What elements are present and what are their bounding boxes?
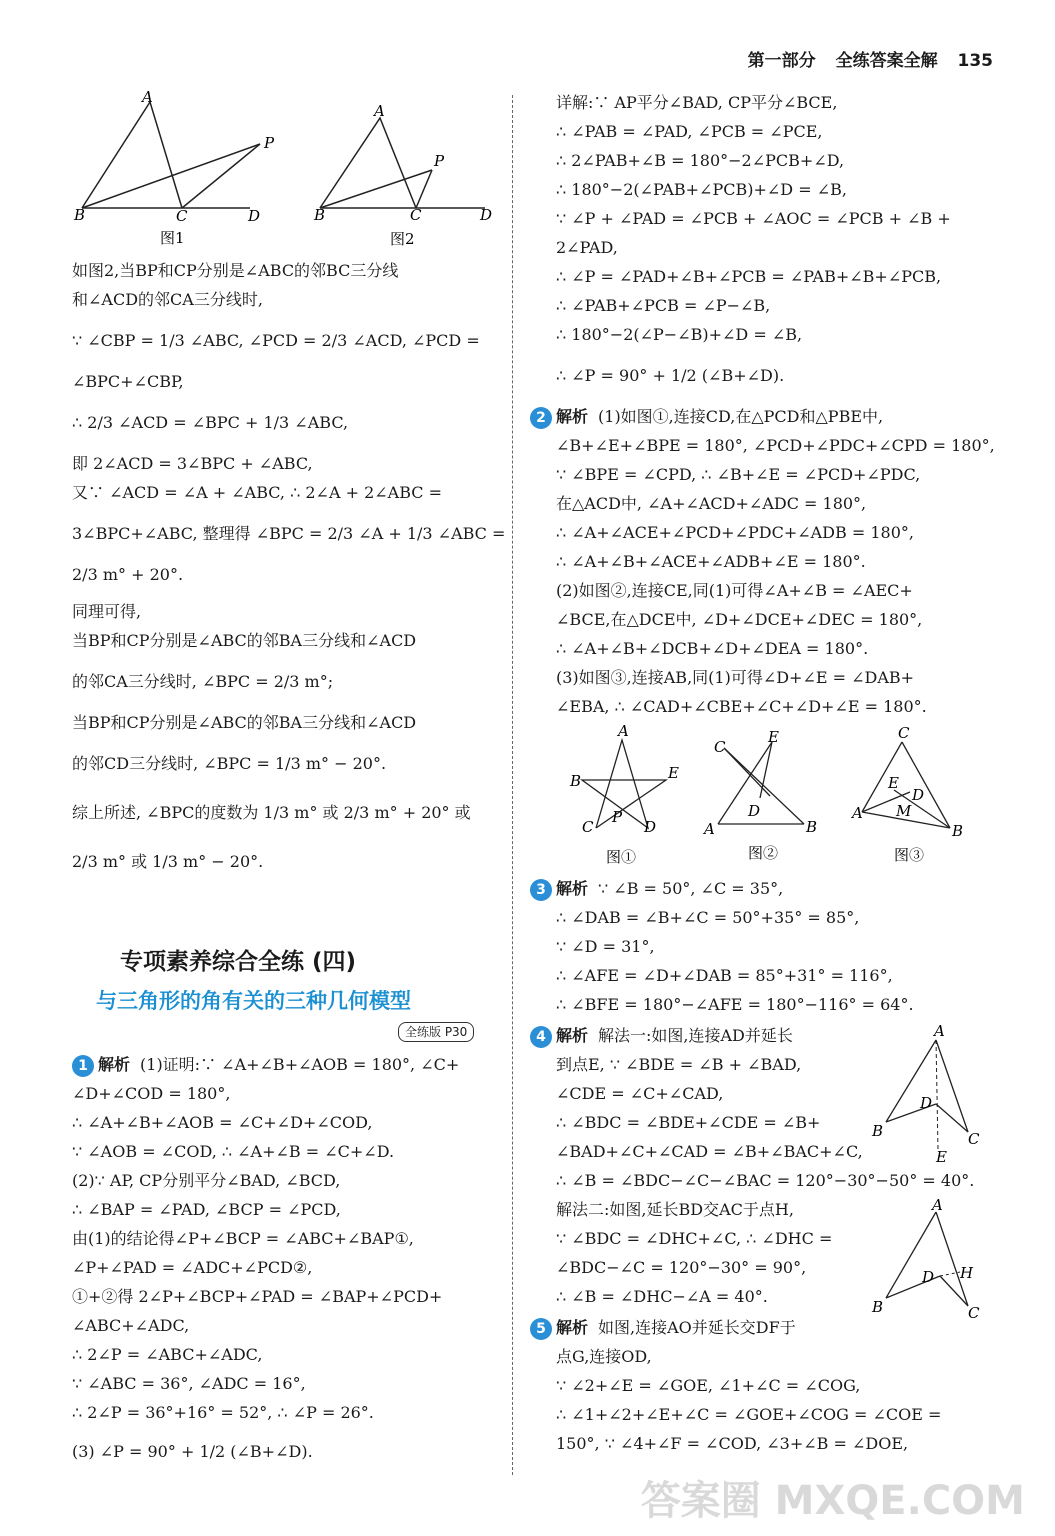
q1-line: ∴ 2∠P = 36°+16° = 52°, ∴ ∠P = 26°. bbox=[72, 1403, 374, 1422]
q4-label: 解析 bbox=[556, 1026, 589, 1045]
q2-line: 在△ACD中, ∠A+∠ACD+∠ADC = 180°, bbox=[556, 494, 867, 513]
svg-text:D: D bbox=[922, 1268, 935, 1286]
section-subtitle: 与三角形的角有关的三种几何模型 bbox=[96, 989, 411, 1013]
svg-text:B: B bbox=[952, 822, 964, 840]
svg-text:A: A bbox=[704, 820, 715, 838]
q1-label: 解析 bbox=[98, 1055, 131, 1074]
q1-line: ∠ABC+∠ADC, bbox=[72, 1316, 190, 1335]
q3-line: ∴ ∠AFE = ∠D+∠DAB = 85°+31° = 116°, bbox=[556, 966, 893, 985]
part-label: 第一部分 bbox=[747, 51, 816, 71]
fig1-caption: 图1 bbox=[160, 229, 185, 247]
svg-text:A: A bbox=[618, 722, 629, 740]
question-3 bbox=[530, 874, 990, 1019]
svg-text:B: B bbox=[872, 1122, 884, 1140]
q2-line: ∴ ∠A+∠B+∠ACE+∠ADB+∠E = 180°. bbox=[556, 552, 866, 571]
left-column bbox=[72, 256, 506, 876]
q3-line: ∴ ∠DAB = ∠B+∠C = 50°+35° = 85°, bbox=[556, 908, 860, 927]
svg-text:E: E bbox=[768, 728, 779, 746]
svg-text:C: C bbox=[410, 206, 422, 224]
q1-number: 1 bbox=[72, 1055, 94, 1077]
svg-text:E: E bbox=[668, 764, 679, 782]
fig-q2-3-caption: 图③ bbox=[894, 846, 925, 864]
q4-line: ∠BAD+∠C+∠CAD = ∠B+∠BAC+∠C, bbox=[556, 1142, 863, 1161]
q2-line: (1)如图①,连接CD,在△PCD和△PBE中, bbox=[598, 407, 884, 426]
svg-text:C: C bbox=[582, 818, 594, 836]
q1-line: ∵ ∠ABC = 36°, ∠ADC = 16°, bbox=[72, 1374, 306, 1393]
q3-line: ∴ ∠BFE = 180°−∠AFE = 180°−116° = 64°. bbox=[556, 995, 914, 1014]
left-line: 的邻CA三分线时, ∠BPC = 2/3 m°; bbox=[72, 672, 334, 691]
svg-text:A: A bbox=[374, 102, 385, 120]
q1-first-line bbox=[72, 1050, 497, 1079]
svg-text:P: P bbox=[434, 152, 445, 170]
svg-text:H: H bbox=[960, 1264, 974, 1282]
q3-label: 解析 bbox=[556, 879, 589, 898]
q4-line: 到点E, ∵ ∠BDE = ∠B + ∠BAD, bbox=[556, 1055, 802, 1074]
reference-tag: 全练版 P30 bbox=[398, 1022, 474, 1042]
left-line: 当BP和CP分别是∠ABC的邻BA三分线和∠ACD bbox=[72, 631, 417, 650]
fig-q2-2-caption: 图② bbox=[748, 844, 779, 862]
figure-q4-1 bbox=[868, 1022, 988, 1164]
q3-number: 3 bbox=[530, 879, 552, 901]
right-line: ∴ 2∠PAB+∠B = 180°−2∠PCB+∠D, bbox=[556, 151, 845, 170]
figure-1 bbox=[70, 88, 290, 250]
q1-line: ∴ 2∠P = ∠ABC+∠ADC, bbox=[72, 1345, 263, 1364]
q5-line: 点G,连接OD, bbox=[556, 1347, 652, 1366]
q1-line: ∠P+∠PAD = ∠ADC+∠PCD②, bbox=[72, 1258, 313, 1277]
left-line: 2/3 m° + 20°. bbox=[72, 565, 184, 584]
svg-text:E: E bbox=[936, 1148, 947, 1164]
svg-text:D: D bbox=[248, 207, 261, 225]
q4-line: ∴ ∠BDC = ∠BDE+∠CDE = ∠B+ bbox=[556, 1113, 821, 1132]
right-line: ∴ ∠P = ∠PAD+∠B+∠PCB = ∠PAB+∠B+∠PCB, bbox=[556, 267, 942, 286]
q4-line: ∴ ∠B = ∠DHC−∠A = 40°. bbox=[556, 1287, 768, 1306]
left-line: 即 2∠ACD = 3∠BPC + ∠ABC, bbox=[72, 454, 313, 473]
svg-text:M: M bbox=[896, 802, 912, 820]
header-title: 全练答案全解 bbox=[835, 51, 938, 71]
q2-line: ∵ ∠BPE = ∠CPD, ∴ ∠B+∠E = ∠PCD+∠PDC, bbox=[556, 465, 921, 484]
left-line: 当BP和CP分别是∠ABC的邻BA三分线和∠ACD bbox=[72, 713, 417, 732]
q2-label: 解析 bbox=[556, 407, 589, 426]
svg-text:P: P bbox=[264, 134, 275, 152]
q3-line: ∵ ∠B = 50°, ∠C = 35°, bbox=[598, 879, 784, 898]
q2-first-line bbox=[530, 402, 990, 431]
q1-line: (2)∵ AP, CP分别平分∠BAD, ∠BCD, bbox=[72, 1171, 341, 1190]
svg-text:B: B bbox=[314, 206, 326, 224]
figure-2 bbox=[310, 96, 510, 252]
svg-text:B: B bbox=[74, 206, 86, 224]
left-line: ∠BPC+∠CBP, bbox=[72, 372, 184, 391]
q1-line: ∠D+∠COD = 180°, bbox=[72, 1084, 231, 1103]
q1-line: (3) ∠P = 90° + 1/2 (∠B+∠D). bbox=[72, 1442, 313, 1461]
left-line: 又∵ ∠ACD = ∠A + ∠ABC, ∴ 2∠A + 2∠ABC = bbox=[72, 483, 443, 502]
svg-text:C: C bbox=[898, 724, 910, 742]
svg-text:P: P bbox=[612, 808, 623, 826]
q4-line: 解法一:如图,连接AD并延长 bbox=[598, 1026, 793, 1045]
svg-text:D: D bbox=[644, 818, 657, 836]
left-line: 的邻CD三分线时, ∠BPC = 1/3 m° − 20°. bbox=[72, 754, 387, 773]
q4-line: ∴ ∠B = ∠BDC−∠C−∠BAC = 120°−30°−50° = 40°. bbox=[556, 1171, 975, 1190]
q2-line: ∠BCE,在△DCE中, ∠D+∠DCE+∠DEC = 180°, bbox=[556, 610, 923, 629]
section-title: 专项素养综合全练 (四) bbox=[120, 949, 357, 975]
figure-q2-1 bbox=[566, 722, 686, 870]
q2-line: ∠B+∠E+∠BPE = 180°, ∠PCD+∠PDC+∠CPD = 180°, bbox=[556, 436, 995, 455]
svg-text:C: C bbox=[968, 1130, 980, 1148]
figure-q2-3 bbox=[850, 724, 980, 868]
svg-text:B: B bbox=[570, 772, 582, 790]
svg-text:B: B bbox=[806, 818, 818, 836]
svg-text:C: C bbox=[968, 1304, 980, 1322]
q4-line: 解法二:如图,延长BD交AC于点H, bbox=[556, 1200, 794, 1219]
q1-line: (1)证明:∵ ∠A+∠B+∠AOB = 180°, ∠C+ bbox=[140, 1055, 460, 1074]
q5-line: 如图,连接AO并延长交DF于 bbox=[598, 1318, 796, 1337]
column-divider bbox=[512, 95, 513, 1475]
svg-text:D: D bbox=[912, 786, 925, 804]
right-line: ∴ 180°−2(∠PAB+∠PCB)+∠D = ∠B, bbox=[556, 180, 847, 199]
svg-text:A: A bbox=[852, 804, 863, 822]
svg-text:C: C bbox=[176, 207, 188, 225]
figure-q2-2 bbox=[700, 728, 830, 868]
question-5 bbox=[530, 1313, 990, 1458]
q5-line: 150°, ∵ ∠4+∠F = ∠COD, ∠3+∠B = ∠DOE, bbox=[556, 1434, 909, 1453]
right-line: ∴ ∠P = 90° + 1/2 (∠B+∠D). bbox=[556, 366, 785, 385]
q5-label: 解析 bbox=[556, 1318, 589, 1337]
q2-line: (2)如图②,连接CE,同(1)可得∠A+∠B = ∠AEC+ bbox=[556, 581, 913, 600]
q4-number: 4 bbox=[530, 1026, 552, 1048]
q2-line: ∠EBA, ∴ ∠CAD+∠CBE+∠C+∠D+∠E = 180°. bbox=[556, 697, 927, 716]
right-line: 详解:∵ AP平分∠BAD, CP平分∠BCE, bbox=[556, 93, 838, 112]
right-line: ∴ ∠PAB = ∠PAD, ∠PCB = ∠PCE, bbox=[556, 122, 823, 141]
figure-q4-2 bbox=[868, 1198, 988, 1322]
left-line: 综上所述, ∠BPC的度数为 1/3 m° 或 2/3 m° + 20° 或 bbox=[72, 803, 471, 822]
q2-line: (3)如图③,连接AB,同(1)可得∠D+∠E = ∠DAB+ bbox=[556, 668, 915, 687]
svg-text:A: A bbox=[932, 1198, 943, 1214]
q3-first-line bbox=[530, 874, 990, 903]
right-line: ∴ 180°−2(∠P−∠B)+∠D = ∠B, bbox=[556, 325, 803, 344]
page-header bbox=[734, 46, 993, 71]
q3-line: ∵ ∠D = 31°, bbox=[556, 937, 655, 956]
question-1 bbox=[72, 1050, 497, 1466]
left-line: 3∠BPC+∠ABC, 整理得 ∠BPC = 2/3 ∠A + 1/3 ∠ABC = bbox=[72, 524, 506, 543]
q1-line: ∴ ∠BAP = ∠PAD, ∠BCP = ∠PCD, bbox=[72, 1200, 341, 1219]
page-number: 135 bbox=[957, 51, 993, 71]
svg-text:A: A bbox=[142, 88, 153, 106]
svg-text:A: A bbox=[934, 1022, 945, 1040]
svg-text:E: E bbox=[888, 774, 899, 792]
q4-line: ∠CDE = ∠C+∠CAD, bbox=[556, 1084, 724, 1103]
q4-line: ∵ ∠BDC = ∠DHC+∠C, ∴ ∠DHC = bbox=[556, 1229, 833, 1248]
right-line: ∴ ∠PAB+∠PCB = ∠P−∠B, bbox=[556, 296, 771, 315]
right-line: ∵ ∠P + ∠PAD = ∠PCB + ∠AOC = ∠PCB + ∠B + bbox=[556, 209, 951, 228]
q2-number: 2 bbox=[530, 407, 552, 429]
q4-line: ∠BDC−∠C = 120°−30° = 90°, bbox=[556, 1258, 807, 1277]
left-line: 和∠ACD的邻CA三分线时, bbox=[72, 290, 263, 309]
left-line: 如图2,当BP和CP分别是∠ABC的邻BC三分线 bbox=[72, 261, 399, 280]
q5-line: ∵ ∠2+∠E = ∠GOE, ∠1+∠C = ∠COG, bbox=[556, 1376, 861, 1395]
fig2-caption: 图2 bbox=[390, 230, 415, 248]
q1-line: ①+②得 2∠P+∠BCP+∠PAD = ∠BAP+∠PCD+ bbox=[72, 1287, 443, 1306]
fig-q2-1-caption: 图① bbox=[606, 848, 637, 866]
watermark: 答案圈 MXQE.COM bbox=[640, 1478, 1025, 1524]
svg-text:D: D bbox=[748, 802, 761, 820]
question-2 bbox=[530, 402, 995, 721]
q5-number: 5 bbox=[530, 1318, 552, 1340]
right-line: 2∠PAD, bbox=[556, 238, 618, 257]
left-line: ∴ 2/3 ∠ACD = ∠BPC + 1/3 ∠ABC, bbox=[72, 413, 349, 432]
left-line: ∵ ∠CBP = 1/3 ∠ABC, ∠PCD = 2/3 ∠ACD, ∠PCD = bbox=[72, 331, 480, 350]
svg-text:C: C bbox=[714, 738, 726, 756]
q5-first-line bbox=[530, 1313, 990, 1342]
q5-line: ∴ ∠1+∠2+∠E+∠C = ∠GOE+∠COG = ∠COE = bbox=[556, 1405, 942, 1424]
right-column-top bbox=[530, 88, 990, 390]
q2-line: ∴ ∠A+∠B+∠DCB+∠D+∠DEA = 180°. bbox=[556, 639, 869, 658]
q1-line: ∴ ∠A+∠B+∠AOB = ∠C+∠D+∠COD, bbox=[72, 1113, 373, 1132]
svg-text:B: B bbox=[872, 1298, 884, 1316]
svg-text:D: D bbox=[920, 1094, 933, 1112]
left-line: 2/3 m° 或 1/3 m° − 20°. bbox=[72, 852, 264, 871]
q2-line: ∴ ∠A+∠ACE+∠PCD+∠PDC+∠ADB = 180°, bbox=[556, 523, 914, 542]
left-line: 同理可得, bbox=[72, 602, 142, 621]
q1-line: ∵ ∠AOB = ∠COD, ∴ ∠A+∠B = ∠C+∠D. bbox=[72, 1142, 395, 1161]
svg-text:D: D bbox=[480, 206, 493, 224]
q1-line: 由(1)的结论得∠P+∠BCP = ∠ABC+∠BAP①, bbox=[72, 1229, 414, 1248]
